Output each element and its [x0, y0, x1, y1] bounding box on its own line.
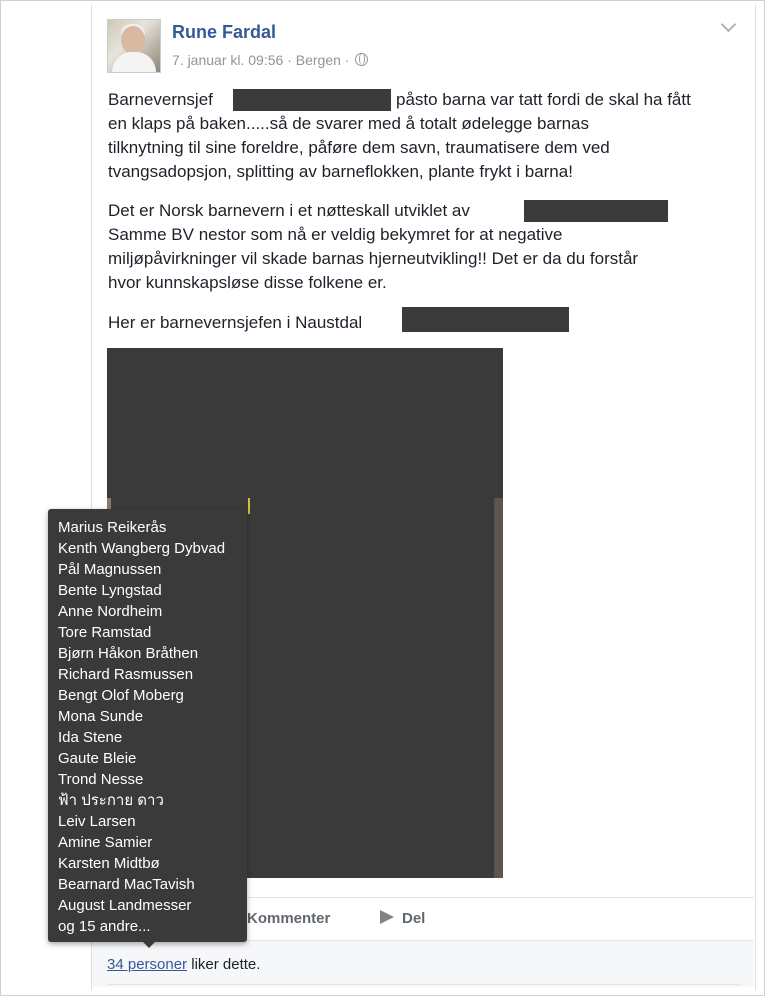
liker-name: Karsten Midtbø [58, 855, 160, 872]
meta-separator-2: · [344, 52, 350, 68]
liker-name: Gaute Bleie [58, 750, 137, 767]
likers-more: og 15 andre... [58, 918, 151, 935]
photo-edge-right [494, 498, 503, 878]
globe-icon[interactable] [355, 53, 368, 66]
post-text-line: Her er barnevernsjefen i Naustdal [108, 313, 363, 332]
avatar-body [112, 52, 156, 73]
liker-name: Leiv Larsen [58, 813, 136, 830]
liker-name: Amine Samier [58, 834, 153, 851]
liker-name: Bengt Olof Moberg [58, 687, 184, 704]
share-label: Del [402, 910, 426, 927]
likes-bar [92, 940, 754, 987]
author-avatar[interactable] [107, 19, 161, 73]
post-text-line: tilknytning til sine foreldre, påføre dem savn, traumatisere dem ved [108, 138, 610, 157]
liker-name: Marius Reikerås [58, 519, 167, 536]
meta-separator: · [287, 52, 292, 68]
post-text-line: miljøpåvirkninger vil skade barnas hjerneutvikling!! Det er da du forstår [108, 249, 639, 268]
liker-name: Pål Magnussen [58, 561, 162, 578]
likers-list [48, 509, 247, 937]
author-name[interactable]: Rune Fardal [172, 22, 277, 42]
redacted-name [524, 200, 668, 222]
likes-summary [107, 956, 260, 973]
photo-detail [248, 498, 250, 514]
liker-name: Bente Lyngstad [58, 582, 162, 599]
post-text-line: påsto barna var tatt fordi de skal ha fått [396, 90, 691, 109]
post-meta [172, 52, 368, 68]
liker-name: Anne Nordheim [58, 603, 163, 620]
post-location[interactable]: Bergen [295, 52, 341, 68]
share-arrow-icon [380, 910, 394, 924]
post-text-line: en klaps på baken.....så de svarer med å totalt ødelegge barnas [108, 114, 590, 133]
likes-count-link[interactable]: 34 personer [107, 956, 188, 973]
liker-name: Richard Rasmussen [58, 666, 194, 683]
post-text-line: hvor kunnskapsløse disse folkene er. [108, 273, 387, 292]
text-segment: Barnevernsjef [108, 90, 213, 109]
liker-name: August Landmesser [58, 897, 192, 914]
liker-name: Mona Sunde [58, 708, 144, 725]
post-text-line: Samme BV nestor som nå er veldig bekymret for at negative [108, 225, 563, 244]
liker-name: Bjørn Håkon Bråthen [58, 645, 199, 662]
likes-divider [107, 984, 742, 985]
liker-name: Bearnard MacTavish [58, 876, 195, 893]
share-button[interactable] [380, 910, 425, 927]
liker-name: Tore Ramstad [58, 624, 152, 641]
post-timestamp[interactable]: 7. januar kl. 09:56 [172, 52, 284, 68]
liker-name: Ida Stene [58, 729, 123, 746]
redacted-name [402, 307, 569, 332]
liker-name: ฟ้า ประกาย ดาว [58, 792, 164, 809]
liker-name: Trond Nesse [58, 771, 144, 788]
redacted-name [233, 89, 391, 111]
liker-name: Kenth Wangberg Dybvad [58, 540, 226, 557]
post-text-line: tvangsadopsjon, splitting av barneflokken, plante frykt i barna! [108, 162, 573, 181]
comment-button[interactable]: Kommenter [247, 910, 331, 927]
tooltip-pointer [143, 942, 155, 948]
post-text-line: Det er Norsk barnevern i et nøtteskall utviklet av [108, 201, 470, 220]
likes-suffix: liker dette. [187, 956, 261, 973]
avatar-head [121, 26, 145, 54]
likers-tooltip [48, 509, 247, 942]
